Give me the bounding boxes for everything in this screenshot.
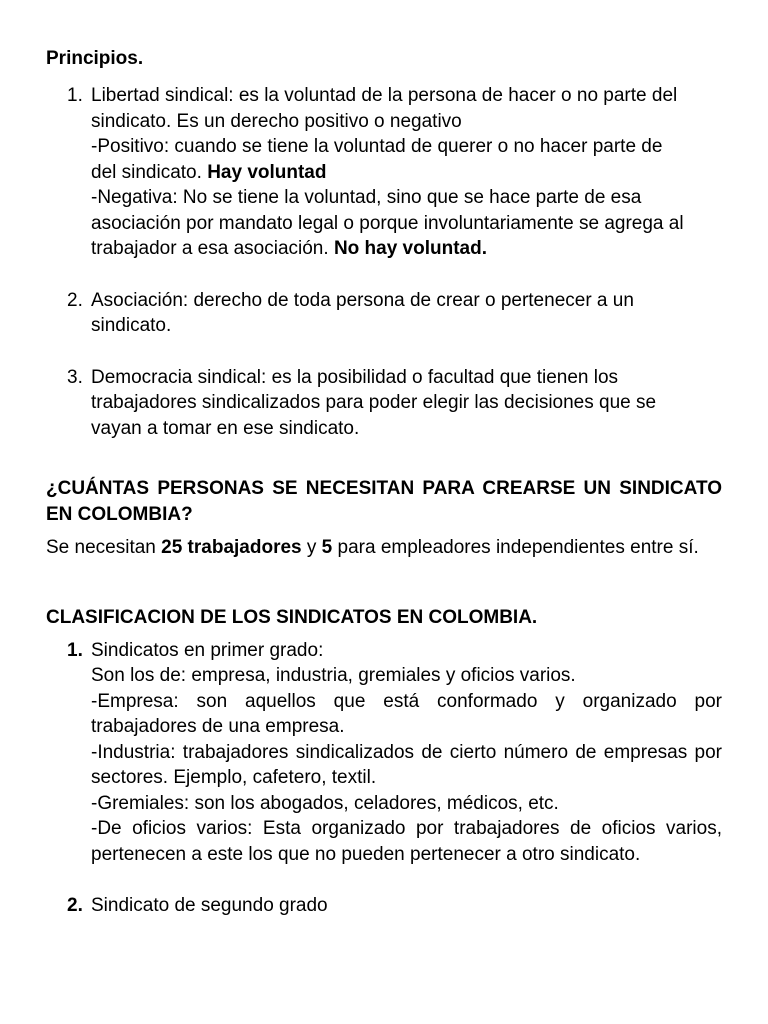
list-item [46,893,722,919]
text-line: -Industria: trabajadores sindicalizados de cierto número de empresas por sectores. Ejemplo, cafetero, textil. [91,741,722,788]
list-number: 1. [67,639,83,661]
text-line: Democracia sindical: es la posibilidad o facultad que tienen los [91,366,619,388]
list-item-text [91,83,722,262]
list-item-text [91,288,722,339]
text-line [91,160,722,186]
spacer [46,528,722,535]
text-line: -Gremiales: son los abogados, celadores, médicos, etc. [91,792,559,814]
spacer [46,631,722,638]
emphasis-text: No hay voluntad. [333,238,488,259]
text-line: -De oficios varios: Esta organizado por trabajadores de oficios varios, pertenecen a este los que no pueden pertenecer a otro sindicato. [91,818,722,865]
spacer [46,262,722,288]
spacer [46,72,722,83]
answer-paragraph [46,535,722,561]
list-number: 3. [67,366,83,388]
principios-list [46,83,722,441]
question-heading: ¿CUÁNTAS PERSONAS SE NECESITAN PARA CREARSE UN SINDICATO EN COLOMBIA? [46,478,722,525]
text-line: -Positivo: cuando se tiene la voluntad de querer o no hacer parte de [91,136,663,157]
text-run: del sindicato. [91,161,208,183]
list-item [46,83,722,262]
text-line: sindicato. [91,315,172,336]
document-page [46,46,722,919]
text-line: Asociación: derecho de toda persona de crear o pertenecer a un [91,289,634,311]
list-number: 2. [67,289,83,311]
emphasis-text: Hay voluntad [207,161,327,183]
text-run: y [301,537,322,558]
text-line: asociación por mandato legal o porque involuntariamente se agrega al [91,212,684,234]
text-run: Se necesitan [46,537,162,558]
text-line: Libertad sindical: es la voluntad de la persona de hacer o no parte del [91,85,678,106]
text-line: trabajadores sindicalizados para poder elegir las decisiones que se [91,392,657,413]
text-line: vayan a tomar en ese sindicato. [91,417,360,439]
text-line: Sindicato de segundo grado [91,895,328,916]
emphasis-text: 5 [321,537,333,558]
list-number: 2. [67,895,83,916]
text-line: -Negativa: No se tiene la voluntad, sino que se hace parte de esa [91,187,642,208]
list-item [46,638,722,868]
text-run: para empleadores independientes entre sí. [332,537,699,558]
text-line: sindicato. Es un derecho positivo o negativo [91,110,462,132]
list-number: 1. [67,85,83,106]
spacer [46,867,722,893]
list-item-text [91,893,722,919]
text-line: Sindicatos en primer grado: [91,639,324,661]
text-run: trabajador a esa asociación. [91,238,334,259]
text-line [91,236,722,262]
principios-heading: Principios. [46,48,144,69]
list-item [46,365,722,442]
list-item [46,288,722,339]
text-line: -Empresa: son aquellos que está conformado y organizado por trabajadores de una empresa. [91,690,722,737]
spacer [46,339,722,365]
clasificacion-list [46,638,722,919]
text-line: Son los de: empresa, industria, gremiales y oficios varios. [91,665,576,686]
list-item-text [91,638,722,868]
list-item-text [91,365,722,442]
emphasis-text: 25 trabajadores [161,537,302,558]
spacer [46,441,722,476]
clasificacion-heading: CLASIFICACION DE LOS SINDICATOS EN COLOMBIA. [46,606,538,628]
spacer [46,561,722,605]
